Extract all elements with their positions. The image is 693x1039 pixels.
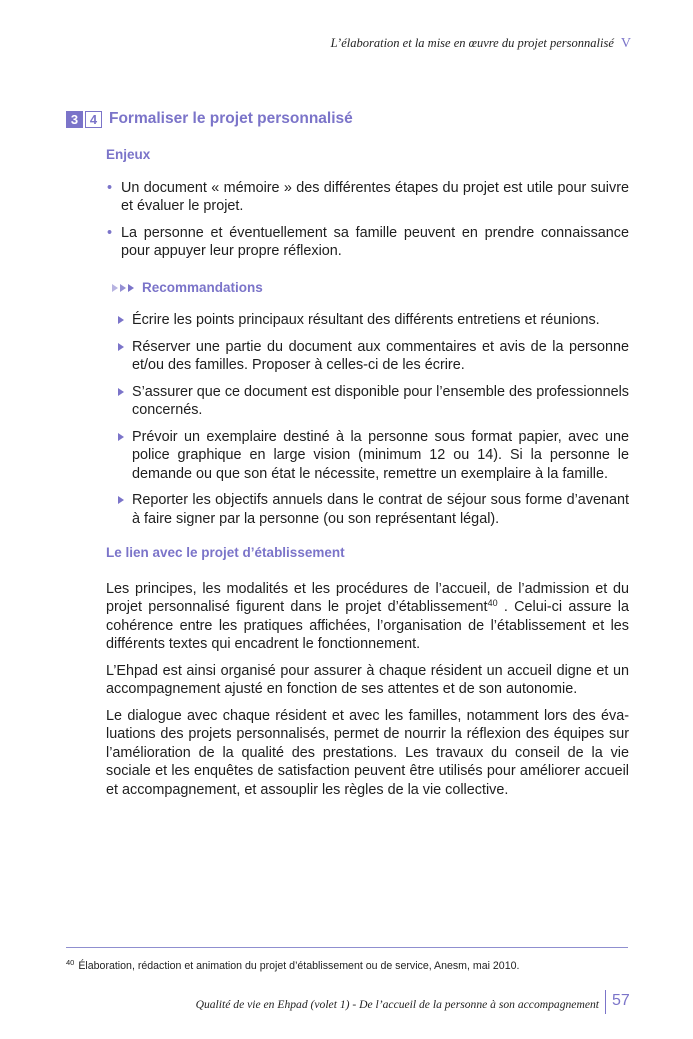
triangle-bullet-icon: [118, 316, 124, 324]
triple-arrow-icon: [112, 284, 136, 292]
recommandations-header: [112, 279, 629, 298]
section-title: Formaliser le projet personnalisé: [109, 110, 353, 127]
bullet-dot-icon: •: [107, 224, 113, 241]
triangle-bullet-icon: [118, 433, 124, 441]
chapter-number: V: [620, 36, 631, 51]
list-item: • Un document « mémoire » des différentes étapes du projet est utile pour suivre et évaluer le projet.: [107, 179, 629, 214]
enjeux-list: [106, 179, 629, 261]
list-item: • La personne et éventuellement sa famille peuvent en prendre connaissance pour appuyer leur propre réflexion.: [107, 224, 629, 259]
list-item: Reporter les objectifs annuels dans le contrat de séjour sous forme d’avenant à faire signer par la personne (ou son représentant légal).: [118, 491, 629, 528]
paragraph: Les principes, les modalités et les procédures de l’accueil, de l’admission et du projet personnalisé figurent dans le projet d’établissement$^{40}$ . Celui-ci assure la cohérence entre les pratiques affichées, l’organisation de l’établissement et les différents textes qui encadrent le fonctionnement.: [106, 580, 629, 652]
bullet-dot-icon: •: [107, 179, 113, 196]
triangle-bullet-icon: [118, 496, 124, 504]
running-header: [331, 36, 631, 52]
triangle-bullet-icon: [118, 388, 124, 396]
lien-body: [106, 580, 629, 800]
section-heading: [66, 110, 353, 128]
running-footer-title: Qualité de vie en Ehpad (volet 1) - De l’accueil de la personne à son accompagnement: [195, 998, 599, 1011]
list-item: Écrire les points principaux résultant des différents entretiens et réunions.: [118, 311, 629, 330]
list-item: S’assurer que ce document est disponible pour l’ensemble des professionnels concernés.: [118, 383, 629, 420]
enjeux-heading: Enjeux: [106, 147, 151, 162]
list-item: Prévoir un exemplaire destiné à la personne sous format papier, avec une police graphique en large vision (minimum 12 ou 14). Si la personne le demande ou que son état le nécessite, remettre un exemplaire à la famille.: [118, 428, 629, 484]
footer-divider: [605, 990, 606, 1014]
triangle-bullet-icon: [118, 343, 124, 351]
footnote-ref[interactable]: 40: [487, 598, 498, 608]
footnote: [66, 960, 519, 972]
main-content: [106, 146, 629, 807]
paragraph: L’Ehpad est ainsi organisé pour assurer à chaque résident un accueil digne et un accompagnement ajusté en fonction de ses attentes et de son autonomie.: [106, 662, 629, 697]
lien-heading: Le lien avec le projet d’établissement: [106, 545, 345, 560]
list-item: Réserver une partie du document aux commentaires et avis de la personne et/ou des familles. Proposer à celles-ci de les écrire.: [118, 338, 629, 375]
running-header-title: L’élaboration et la mise en œuvre du projet personnalisé: [330, 36, 614, 50]
recommandations-heading: Recommandations: [142, 279, 263, 295]
section-number-major: 3: [66, 111, 83, 128]
footnote-number: 40: [66, 958, 75, 967]
recommandations-list: [118, 311, 629, 528]
footnote-divider: [66, 947, 628, 948]
paragraph: Le dialogue avec chaque résident et avec les familles, notamment lors des éva-luations des projets personnalisés, permet de nourrir la réflexion des équipes sur l’amélioration de la qualité des prestations. Les travaux du conseil de la vie sociale et les enquêtes de satisfaction peuvent être utilisés pour améliorer accueil et accompagnement, et assouplir les règles de la vie collective.: [106, 707, 629, 798]
section-number-minor: 4: [85, 111, 102, 128]
footnote-text: Élaboration, rédaction et animation du projet d’établissement ou de service, Anesm, mai 2010.: [78, 960, 520, 972]
page-number: 57: [612, 992, 630, 1009]
